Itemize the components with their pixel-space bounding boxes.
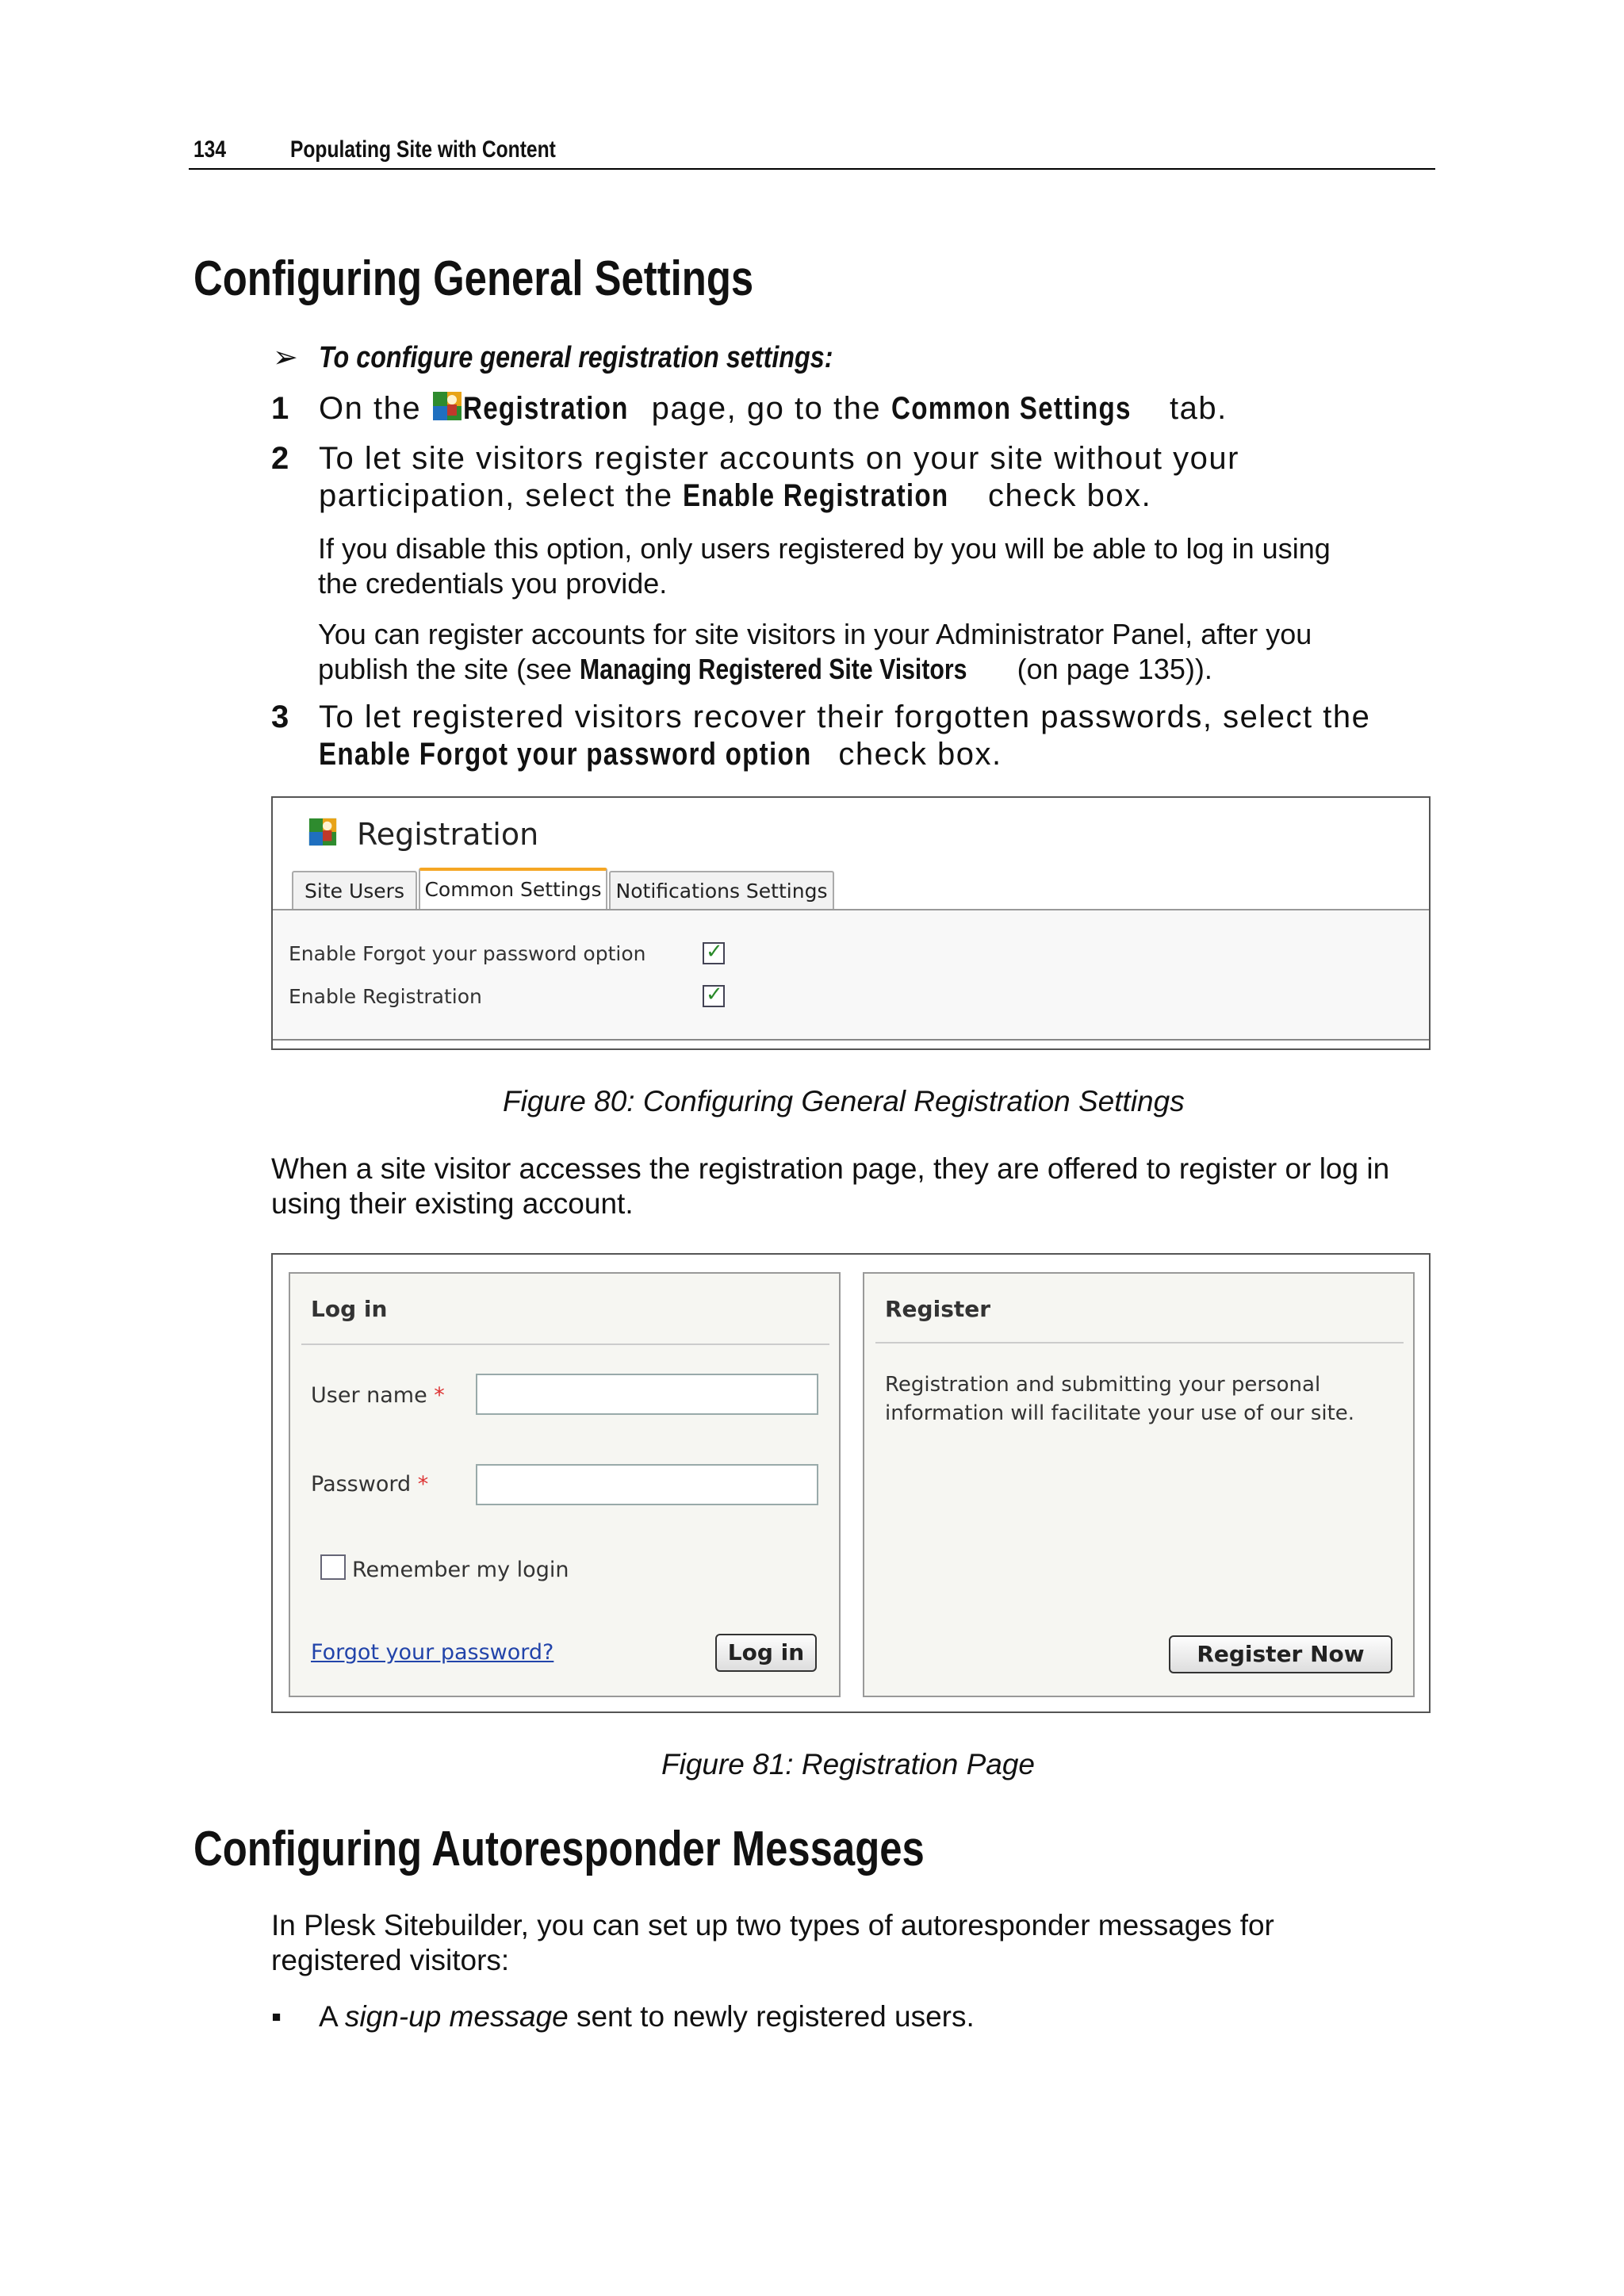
username-input[interactable] — [476, 1374, 818, 1415]
login-panel-rule — [301, 1343, 829, 1345]
step-2-continued: participation, select the Enable Registration check box. — [319, 478, 1152, 513]
login-panel — [289, 1272, 841, 1697]
option-label-forgot-password: Enable Forgot your password option — [289, 942, 646, 965]
registration-icon — [308, 817, 338, 847]
remember-login-label: Remember my login — [352, 1558, 569, 1582]
square-bullet-icon: ▪ — [271, 2000, 282, 2033]
figure-81-caption: Figure 81: Registration Page — [661, 1748, 1035, 1780]
step-1: 1 On the Registration page, go to the Common Settings tab. — [271, 391, 1228, 426]
figure-80-caption: Figure 80: Configuring General Registration Settings — [503, 1085, 1185, 1117]
tab-common-settings[interactable]: Common Settings — [419, 868, 607, 910]
register-panel — [863, 1272, 1415, 1697]
figure-81-screenshot — [271, 1253, 1431, 1713]
section-heading-general-settings: Configuring General Settings — [193, 251, 754, 306]
register-panel-rule — [875, 1342, 1404, 1343]
note-register-accounts: You can register accounts for site visitors in your Administrator Panel, after you publish the site (see Managing Registered Site Visitors (on page 135)). — [318, 618, 1312, 685]
remember-login-checkbox[interactable] — [320, 1554, 346, 1580]
step-3: 3 To let registered visitors recover their forgotten passwords, select the — [271, 700, 1371, 734]
forgot-password-checkbox[interactable] — [703, 942, 725, 964]
arrow-bullet-icon: ➢ — [273, 341, 298, 374]
tab-rule — [273, 909, 1429, 910]
bullet-signup-message: ▪ A sign-up message sent to newly registered users. — [271, 2000, 975, 2033]
figure-80-screenshot — [271, 796, 1431, 1050]
login-button[interactable]: Log in — [715, 1634, 817, 1672]
header-rule — [189, 168, 1435, 170]
enable-registration-checkbox[interactable] — [703, 985, 725, 1007]
procedure-title: ➢ To configure general registration settings: — [273, 341, 833, 374]
section-heading-autoresponder: Configuring Autoresponder Messages — [193, 1822, 925, 1876]
password-input[interactable] — [476, 1464, 818, 1505]
page-number: 134 — [193, 136, 227, 163]
login-panel-title: Log in — [311, 1296, 388, 1322]
registration-title: Registration — [357, 817, 539, 852]
tab-notifications-settings[interactable]: Notifications Settings — [609, 871, 834, 910]
tab-site-users[interactable]: Site Users — [292, 871, 417, 910]
username-label: User name * — [311, 1383, 445, 1408]
register-panel-title: Register — [885, 1296, 991, 1322]
panel-bottom-rule — [273, 1039, 1429, 1041]
running-title: Populating Site with Content — [290, 136, 556, 163]
registration-icon — [431, 390, 463, 422]
note-disable-option: If you disable this option, only users registered by you will be able to log in using the credentials you provide. — [318, 532, 1331, 600]
step-2: 2 To let site visitors register accounts on your site without your — [271, 441, 1239, 476]
password-label: Password * — [311, 1472, 429, 1497]
register-now-button[interactable]: Register Now — [1169, 1635, 1392, 1673]
autoresponder-paragraph: In Plesk Sitebuilder, you can set up two types of autoresponder messages for registered visitors: — [271, 1909, 1274, 1976]
register-description: Registration and submitting your personal information will facilitate your use of our site. — [885, 1373, 1355, 1425]
step-3-continued: Enable Forgot your password option check box. — [319, 737, 1002, 772]
option-label-enable-registration: Enable Registration — [289, 985, 482, 1008]
intro-paragraph: When a site visitor accesses the registration page, they are offered to register or log in using their existing account. — [271, 1152, 1390, 1220]
forgot-password-link[interactable]: Forgot your password? — [311, 1640, 554, 1665]
settings-panel — [273, 910, 1429, 1041]
